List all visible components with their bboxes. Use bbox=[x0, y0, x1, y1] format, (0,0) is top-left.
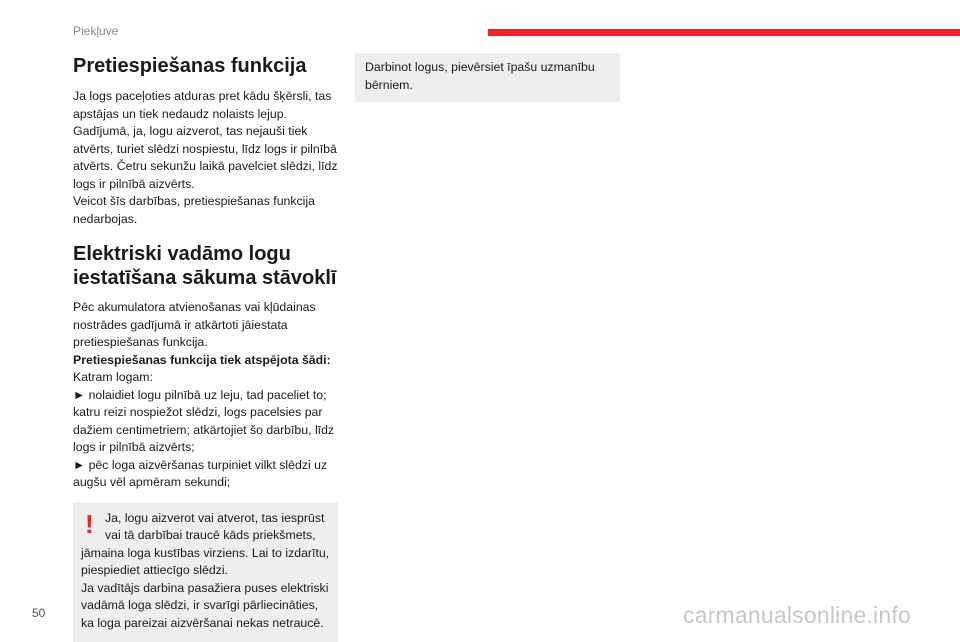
note-line: Darbinot logus, pievērsiet īpašu uzmanību bbox=[365, 59, 610, 77]
step-line: Katram logam: bbox=[73, 369, 338, 387]
text-line: logs ir pilnībā aizvērts. bbox=[73, 176, 338, 194]
children-note-box bbox=[355, 53, 620, 102]
step-line: katru reizi nospiežot slēdzi, logs pacelsies par bbox=[73, 404, 338, 422]
warning-line: jāmaina loga kustības virziens. Lai to izdarītu, bbox=[81, 545, 330, 563]
warning-text bbox=[81, 510, 330, 633]
section-title-anti-pinch: Pretiespiešanas funkcija bbox=[73, 55, 338, 78]
anti-pinch-paragraph bbox=[73, 88, 338, 228]
note-line: bērniem. bbox=[365, 77, 610, 95]
section-header: Piekļuve bbox=[73, 24, 118, 38]
text-line: nedarbojas. bbox=[73, 211, 338, 229]
bold-instruction: Pretiespiešanas funkcija tiek atspējota šādi: bbox=[73, 352, 338, 370]
left-column bbox=[73, 55, 338, 642]
warning-exclamation-icon: ! bbox=[85, 509, 94, 539]
reset-paragraph bbox=[73, 299, 338, 492]
step-line: ► nolaidiet logu pilnībā uz leju, tad paceliet to; bbox=[73, 387, 338, 405]
title-line: Elektriski vadāmo logu bbox=[73, 242, 338, 266]
watermark: carmanualsonline.info bbox=[683, 602, 911, 629]
warning-line: ka loga pareizai aizvēršanai nekas netraucē. bbox=[81, 615, 330, 633]
text-line: atvērts. Četru sekunžu laikā pavelciet slēdzi, līdz bbox=[73, 158, 338, 176]
text-line: apstājas un tiek nedaudz nolaists lejup. bbox=[73, 106, 338, 124]
text-line: atvērts, turiet slēdzi nospiestu, līdz logs ir pilnībā bbox=[73, 141, 338, 159]
warning-line: Ja, logu aizverot vai atverot, tas iesprūst bbox=[81, 510, 330, 528]
warning-line: Ja vadītājs darbina pasažiera puses elektriski bbox=[81, 580, 330, 598]
section-title-reset bbox=[73, 242, 338, 290]
text-line: Pēc akumulatora atvienošanas vai kļūdainas bbox=[73, 299, 338, 317]
page-number: 50 bbox=[32, 606, 45, 620]
text-line: Gadījumā, ja, logu aizverot, tas nejauši tiek bbox=[73, 123, 338, 141]
text-line: Ja logs paceļoties atduras pret kādu šķērsli, tas bbox=[73, 88, 338, 106]
step-line: logs ir pilnībā aizvērts; bbox=[73, 439, 338, 457]
warning-line: piespiediet attiecīgo slēdzi. bbox=[81, 562, 330, 580]
title-line: iestatīšana sākuma stāvoklī bbox=[73, 266, 338, 290]
text-line: pretiespiešanas funkcija. bbox=[73, 334, 338, 352]
warning-line: vai tā darbībai traucē kāds priekšmets, bbox=[81, 527, 330, 545]
header-accent-bar bbox=[488, 29, 960, 36]
text-line: Veicot šīs darbības, pretiespiešanas funkcija bbox=[73, 193, 338, 211]
warning-box bbox=[73, 502, 338, 642]
step-line: dažiem centimetriem; atkārtojiet šo darbību, līdz bbox=[73, 422, 338, 440]
text-line: nostrādes gadījumā ir atkārtoti jāiestata bbox=[73, 317, 338, 335]
warning-line: vadāmā loga slēdzi, ir svarīgi pārliecināties, bbox=[81, 597, 330, 615]
step-line: augšu vēl apmēram sekundi; bbox=[73, 474, 338, 492]
step-line: ► pēc loga aizvēršanas turpiniet vilkt slēdzi uz bbox=[73, 457, 338, 475]
